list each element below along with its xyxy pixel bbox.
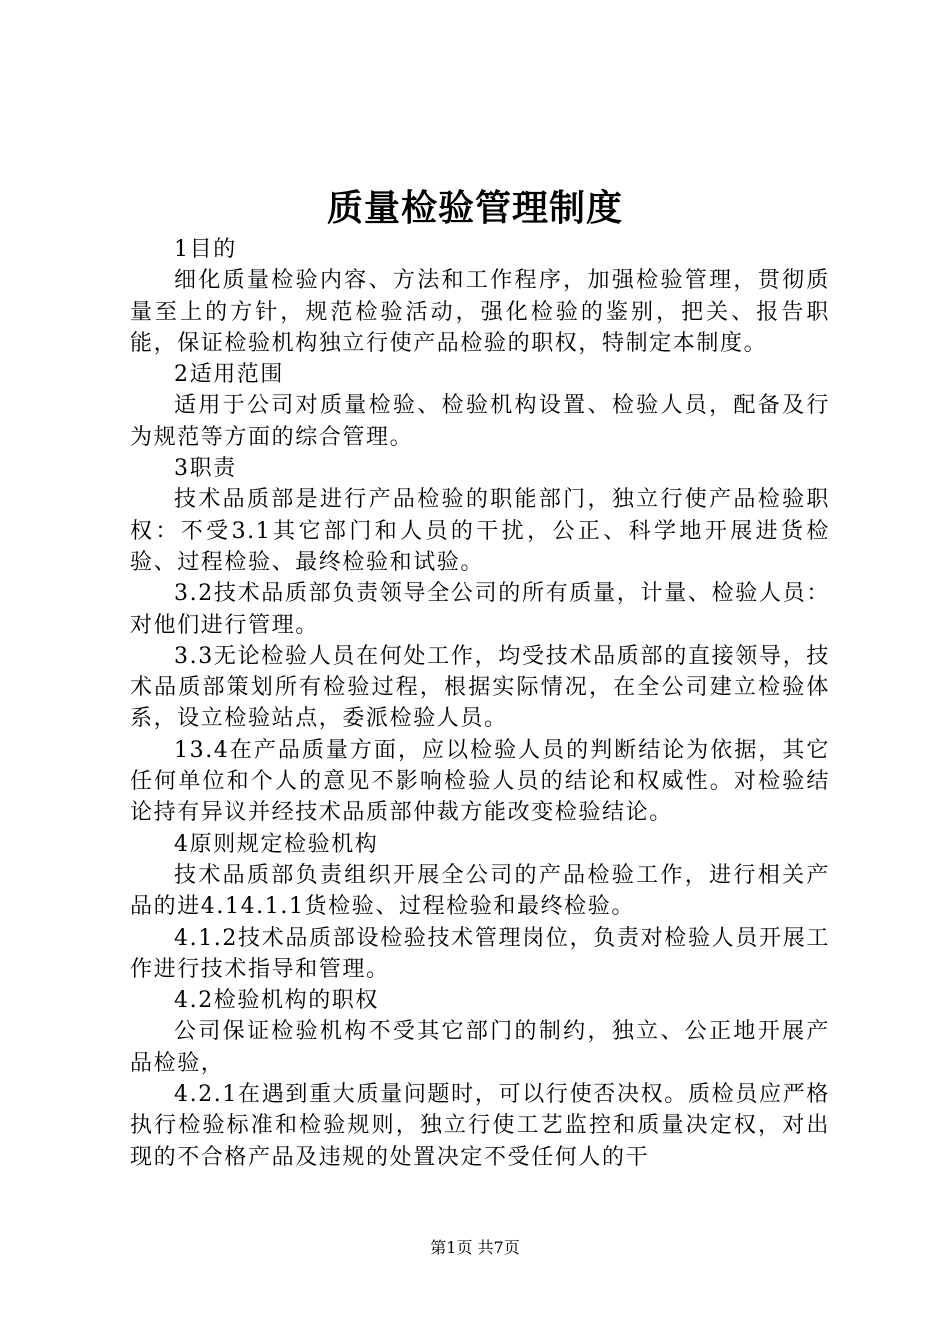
document-title: 质量检验管理制度: [326, 187, 623, 229]
section-heading: 1目的: [174, 237, 237, 262]
paragraph: 公司保证检验机构不受其它部门的制约，独立、公正地开展产品检验，: [130, 1019, 830, 1076]
page-footer: 第1页 共7页: [430, 1238, 520, 1257]
paragraph: 3.2技术品质部负责领导全公司的所有质量，计量、检验人员：对他们进行管理。: [130, 581, 830, 638]
paragraph: 3.3无论检验人员在何处工作，均受技术品质部的直接领导，技术品质部策划所有检验过程，根据实际情况，在全公司建立检验体系，设立检验站点，委派检验人员。: [130, 643, 830, 732]
section-heading: 4.2检验机构的职权: [174, 988, 379, 1014]
document-body: [130, 234, 830, 1173]
section-heading: 3职责: [174, 456, 237, 482]
paragraph: 技术品质部是进行产品检验的职能部门，独立行使产品检验职权：不受3.1其它部门和人员的干扰，公正、科学地开展进货检验、过程检验、最终检验和试验。: [130, 487, 830, 575]
paragraph: 4.2.1在遇到重大质量问题时，可以行使否决权。质检员应严格执行检验标准和检验规则，独立行使工艺监控和质量决定权，对出现的不合格产品及违规的处置决定不受任何人的干: [130, 1082, 830, 1170]
paragraph: 13.4在产品质量方面，应以检验人员的判断结论为依据，其它任何单位和个人的意见不影响检验人员的结论和权威性。对检验结论持有异议并经技术品质部仲裁方能改变检验结论。: [130, 737, 830, 826]
paragraph: 细化质量检验内容、方法和工作程序，加强检验管理，贯彻质量至上的方针，规范检验活动，强化检验的鉴别，把关、报告职能，保证检验机构独立行使产品检验的职权，特制定本制度。: [130, 268, 830, 356]
paragraph: 4.1.2技术品质部设检验技术管理岗位，负责对检验人员开展工作进行技术指导和管理。: [130, 925, 830, 982]
paragraph: 适用于公司对质量检验、检验机构设置、检验人员，配备及行为规范等方面的综合管理。: [130, 393, 830, 450]
paragraph: 技术品质部负责组织开展全公司的产品检验工作，进行相关产品的进4.14.1.1货检验、过程检验和最终检验。: [130, 862, 830, 920]
section-heading: 4原则规定检验机构: [174, 831, 379, 857]
section-heading: 2适用范围: [174, 362, 284, 388]
